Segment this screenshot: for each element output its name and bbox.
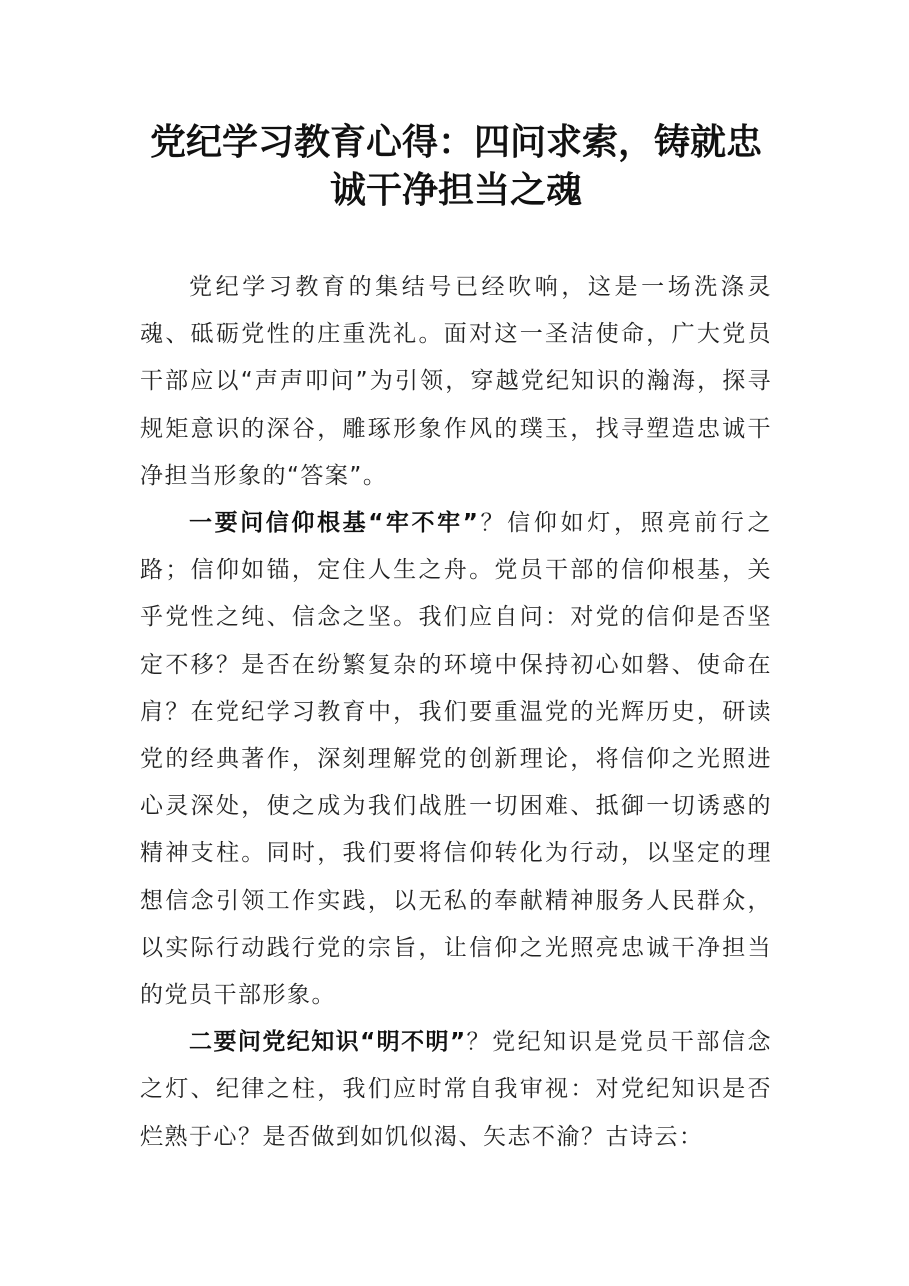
document-body <box>140 264 772 1161</box>
paragraph-text: ？党纪知识是党员干部信念之灯、纪律之柱，我们应时常自我审视：对党纪知识是否烂熟于心？是否做到如饥似渴、矢志不渝？古诗云： <box>140 1029 772 1150</box>
paragraph-lead: 二要问党纪知识“明不明” <box>189 1029 466 1056</box>
paragraph-discipline-knowledge <box>140 1019 772 1161</box>
paragraph-intro <box>140 264 772 500</box>
paragraph-lead: 一要问信仰根基“牢不牢” <box>189 510 479 537</box>
document-title: 党纪学习教育心得：四问求索，铸就忠诚干净担当之魂 <box>149 121 762 211</box>
paragraph-faith <box>140 500 772 1019</box>
paragraph-text: 党纪学习教育的集结号已经吹响，这是一场洗涤灵魂、砥砺党性的庄重洗礼。面对这一圣洁使命，广大党员干部应以“声声叩问”为引领，穿越党纪知识的瀚海，探寻规矩意识的深谷，雕琢形象作风的璞玉，找寻塑造忠诚干净担当形象的“答案”。 <box>140 274 772 489</box>
paragraph-text: ？信仰如灯，照亮前行之路；信仰如锚，定住人生之舟。党员干部的信仰根基，关乎党性之纯、信念之坚。我们应自问：对党的信仰是否坚定不移？是否在纷繁复杂的环境中保持初心如磐、使命在肩？在党纪学习教育中，我们要重温党的光辉历史，研读党的经典著作，深刻理解党的创新理论，将信仰之光照进心灵深处，使之成为我们战胜一切困难、抵御一切诱惑的精神支柱。同时，我们要将信仰转化为行动，以坚定的理想信念引领工作实践，以无私的奉献精神服务人民群众，以实际行动践行党的宗旨，让信仰之光照亮忠诚干净担当的党员干部形象。 <box>140 510 772 1009</box>
